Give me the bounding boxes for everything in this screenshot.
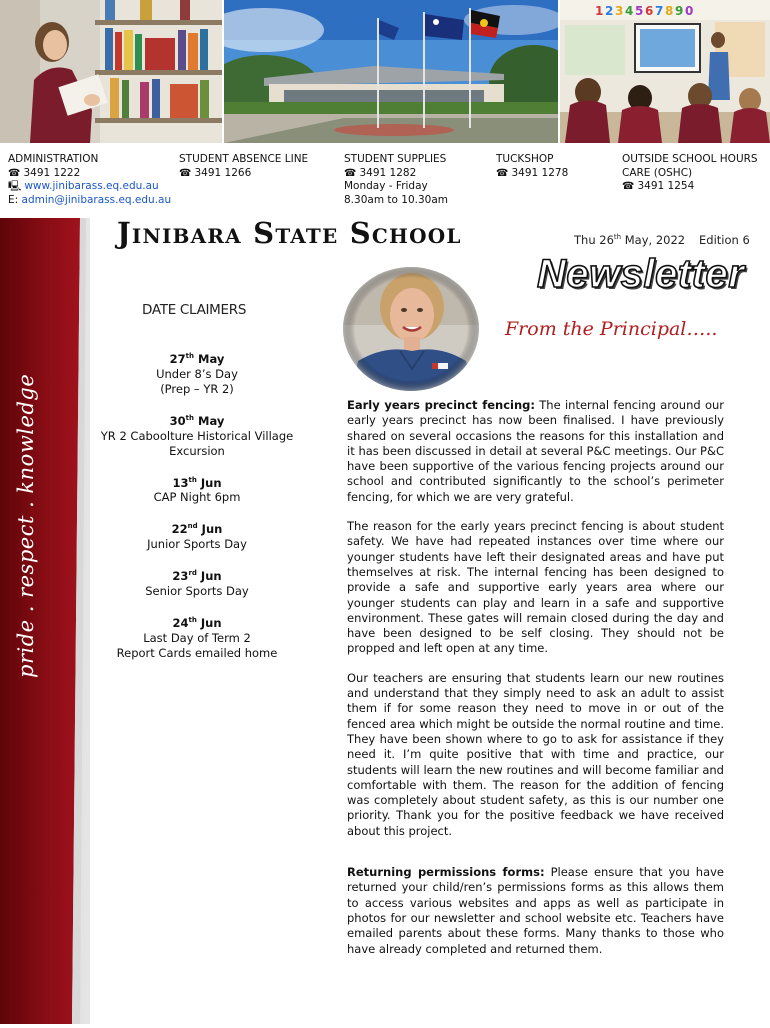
svg-text:3: 3 <box>615 4 624 18</box>
date-claimer-description: Senior Sports Day <box>145 584 249 599</box>
admin-email-link[interactable]: admin@jinibarass.eq.edu.au <box>21 193 172 206</box>
article-paragraph: Early years precinct fencing: The internal fencing around our early years precinct has now been finalised. I have previously shared on several occasions the reasons for this installation and it has been discussed in detail at several P&C meetings. Our P&C have been supportive of the various fencing projects around our school and contributed significantly to the school’s perimeter fencing, for which we are very grateful. <box>347 398 725 504</box>
date-claimer-description: Excursion <box>169 443 225 458</box>
article-paragraph: Returning permissions forms: Please ensure that you have returned your child/ren’s permissions forms as this allows them to access various websites and apps as well as participate in photos for our newsletter and school website etc. Teachers have emailed parents about these forms. Many thanks to those who have already completed and returned them. <box>347 865 724 956</box>
edition-number: Edition 6 <box>699 233 750 247</box>
from-principal-heading: From the Principal….. <box>505 318 718 340</box>
date-claimer-item <box>92 519 302 552</box>
school-building-photo <box>224 0 558 143</box>
principal-portrait <box>340 265 482 393</box>
svg-text:1: 1 <box>595 4 604 18</box>
supplies-phone: 3491 1282 <box>359 166 417 179</box>
date-claimer-date: 22nd Jun <box>171 522 223 537</box>
date-claimer-description: Junior Sports Day <box>147 537 247 552</box>
tuckshop-contact <box>496 153 616 180</box>
oshc-contact <box>622 153 767 194</box>
svg-text:7: 7 <box>655 4 664 18</box>
supplies-days: Monday - Friday <box>344 180 428 192</box>
absence-phone: 3491 1266 <box>194 166 252 179</box>
date-claimer-item <box>92 349 302 397</box>
svg-text:9: 9 <box>675 4 684 18</box>
svg-text:6: 6 <box>645 4 654 18</box>
date-claimer-item <box>92 473 302 506</box>
tuckshop-phone: 3491 1278 <box>511 166 569 179</box>
date-claimers-title: DATE CLAIMERS <box>142 302 247 318</box>
supplies-hours: 8.30am to 10.30am <box>344 193 448 206</box>
paragraph-lead: Returning permissions forms: <box>347 865 545 880</box>
date-claimer-description: Last Day of Term 2 <box>143 630 251 645</box>
administration-phone: 3491 1222 <box>23 166 81 179</box>
article-paragraph: Our teachers are ensuring that students learn our new routines and understand that they simply need to ask an adult to assist them if for some reason they need to move in or out of the fenced area which might be outside the normal routine and time. They have been shown where to go to ask for assistance if they need it. I’m quite positive that with time and practice, our students will learn the new routines and will become familiar and comfortable with them. The reason for the addition of fencing was completely about student safety, as this is our number one priority. Thank you for the positive feedback we have received about this project. <box>347 670 724 838</box>
oshc-heading-line1: OUTSIDE SCHOOL HOURS <box>622 153 758 165</box>
newsletter-date: Thu 26th May, 2022 <box>574 233 686 247</box>
absence-line-contact <box>179 153 339 180</box>
tuckshop-heading: TUCKSHOP <box>496 153 554 165</box>
classroom-photo <box>560 0 770 143</box>
oshc-heading-line2: CARE (OSHC) <box>622 166 693 179</box>
date-claimer-description: YR 2 Caboolture Historical Village <box>100 428 294 443</box>
phone-icon: ☎ <box>8 167 21 179</box>
date-claimer-item <box>92 566 302 599</box>
supplies-heading: STUDENT SUPPLIES <box>344 153 447 165</box>
date-claimer-description: (Prep – YR 2) <box>160 381 234 396</box>
administration-contact <box>8 153 178 207</box>
photo-banner <box>0 0 770 143</box>
absence-heading: STUDENT ABSENCE LINE <box>179 153 309 165</box>
svg-text:2: 2 <box>605 4 614 18</box>
date-claimer-date: 27th May <box>169 351 225 366</box>
date-claimer-description: Under 8’s Day <box>156 366 238 381</box>
side-banner <box>0 218 90 1024</box>
school-website-link[interactable]: www.jinibarass.eq.edu.au <box>24 180 159 192</box>
email-prefix: E: <box>8 193 19 206</box>
computer-icon: 🖳 <box>8 181 22 192</box>
date-claimer-date: 24th Jun <box>172 615 222 630</box>
date-claimer-item <box>92 613 302 661</box>
principal-article <box>347 398 724 971</box>
phone-icon: ☎ <box>622 181 635 192</box>
contact-strip <box>0 153 770 213</box>
date-claimer-item <box>92 411 302 459</box>
newsletter-title: Newsletter <box>537 252 745 296</box>
school-motto: pride . respect . knowledge <box>14 373 38 678</box>
school-name: Jinibara State School <box>117 216 462 250</box>
administration-heading: ADMINISTRATION <box>8 153 99 165</box>
svg-text:0: 0 <box>685 4 694 18</box>
supplies-contact <box>344 153 494 207</box>
date-claimers-list <box>92 349 302 675</box>
svg-text:8: 8 <box>665 4 674 18</box>
oshc-phone: 3491 1254 <box>637 180 695 192</box>
date-claimer-description: CAP Night 6pm <box>153 490 241 505</box>
library-photo <box>0 0 222 143</box>
date-claimer-date: 13th Jun <box>172 475 222 490</box>
svg-text:4: 4 <box>625 4 634 18</box>
article-paragraph: The reason for the early years precinct fencing is about student safety. We have had repeated instances over time where our younger students have left their designated areas and have put themselves at risk. The internal fencing has been designed to provide a safe and supportive early years area where our younger students can play and learn in a safe and supportive environment. These gates will remain closed during the day and have been designed to be self closing. They should not be propped and left open at any time. <box>347 519 724 656</box>
date-claimer-date: 30th May <box>169 413 225 428</box>
svg-text:5: 5 <box>635 4 644 18</box>
date-claimer-date: 23rd Jun <box>172 569 222 584</box>
date-claimer-description: Report Cards emailed home <box>116 645 278 660</box>
paragraph-lead: Early years precinct fencing: <box>347 398 535 412</box>
phone-icon: ☎ <box>496 167 509 179</box>
phone-icon: ☎ <box>179 167 192 179</box>
phone-icon: ☎ <box>344 167 357 179</box>
